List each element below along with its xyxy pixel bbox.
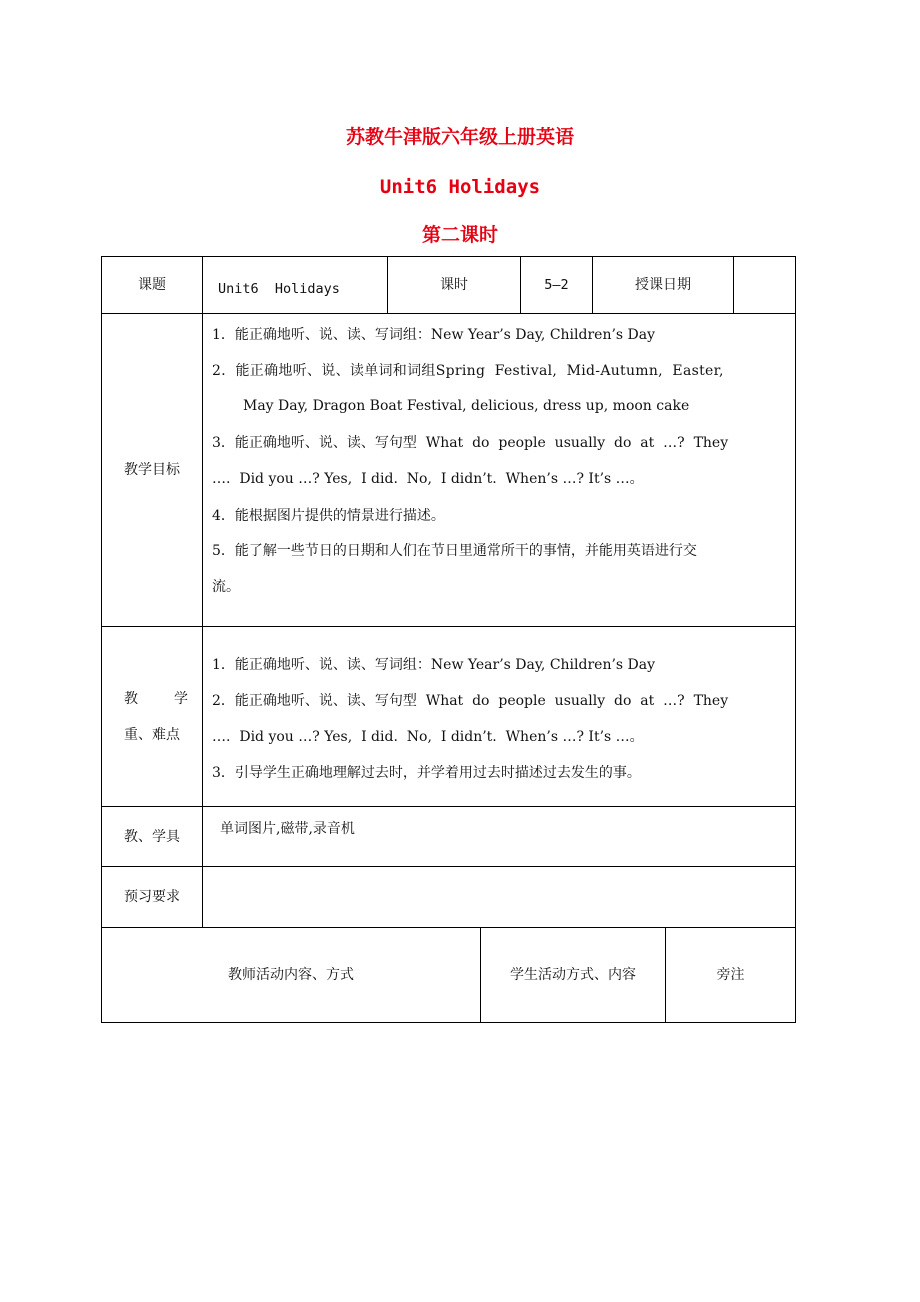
keypoints-label-a: 教 xyxy=(124,691,138,707)
keypoints-label-b: 学 xyxy=(174,691,188,707)
notes-header: 旁注 xyxy=(716,967,745,983)
keypoint-line: 2．能正确地听、说、读、写句型 What do people usually do at …? They xyxy=(212,693,729,709)
objective-line: 1．能正确地听、说、读、写词组：New Year’s Day, Children’s Day xyxy=(212,327,656,343)
keypoints-label-top xyxy=(124,690,188,710)
keypoint-line: 1．能正确地听、说、读、写词组：New Year’s Day, Children’s Day xyxy=(212,657,656,673)
objective-line: …. Did you …? Yes, I did. No, I didn’t. When’s …? It’s …。 xyxy=(212,471,644,487)
preview-label: 预习要求 xyxy=(124,889,180,905)
objectives-label: 教学目标 xyxy=(124,462,180,478)
period-label: 课时 xyxy=(440,277,468,293)
topic-value-text: Unit6 Holidays xyxy=(218,281,340,297)
objective-line: 2．能正确地听、说、读单词和词组Spring Festival, Mid-Autumn, Easter, xyxy=(212,363,724,379)
unit-title: Unit6 Holidays xyxy=(379,176,541,198)
teacher-activity-header: 教师活动内容、方式 xyxy=(228,967,354,983)
objective-line: 流。 xyxy=(212,579,240,595)
date-label: 授课日期 xyxy=(635,277,691,293)
keypoint-line: …. Did you …? Yes, I did. No, I didn’t. When’s …? It’s …。 xyxy=(212,729,644,745)
topic-label: 课题 xyxy=(138,277,166,293)
lesson-title: 第二课时 xyxy=(421,224,498,246)
date-value xyxy=(734,257,795,313)
objective-line: 5．能了解一些节日的日期和人们在节日里通常所干的事情，并能用英语进行交 xyxy=(212,543,697,559)
objective-line: May Day, Dragon Boat Festival, delicious, dress up, moon cake xyxy=(243,398,690,414)
objective-line: 3．能正确地听、说、读、写句型 What do people usually do at …? They xyxy=(212,435,729,451)
preview-value xyxy=(203,867,795,927)
objective-line: 4．能根据图片提供的情景进行描述。 xyxy=(212,508,445,524)
document-title: 苏教牛津版六年级上册英语 xyxy=(345,126,574,148)
materials-value: 单词图片,磁带,录音机 xyxy=(220,821,355,837)
keypoint-line: 3．引导学生正确地理解过去时，并学着用过去时描述过去发生的事。 xyxy=(212,765,641,781)
keypoints-label-bottom: 重、难点 xyxy=(124,727,180,743)
materials-label: 教、学具 xyxy=(124,828,180,845)
student-activity-header: 学生活动方式、内容 xyxy=(510,967,636,983)
period-value: 5—2 xyxy=(544,277,569,293)
topic-value xyxy=(218,280,386,300)
